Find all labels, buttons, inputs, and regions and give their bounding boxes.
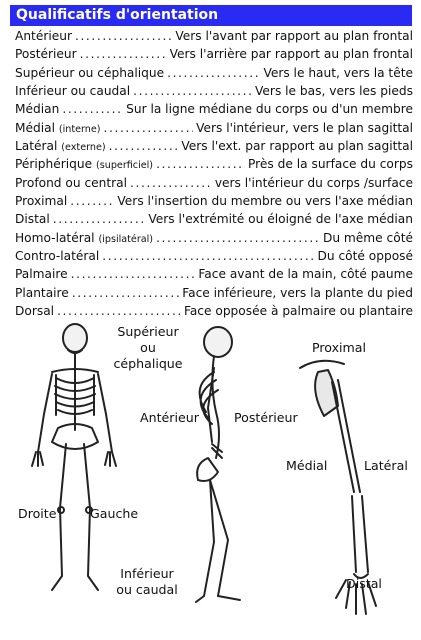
term-definition: Vers l'insertion du membre ou vers l'axe médian <box>117 194 413 209</box>
label-posterieur: Postérieur <box>234 410 298 425</box>
term-label: Dorsal <box>15 304 55 319</box>
list-item <box>15 139 413 157</box>
list-item <box>15 29 413 47</box>
list-item <box>15 231 413 249</box>
term-definition: Sur la ligne médiane du corps ou d'un membre <box>126 102 413 117</box>
list-item <box>15 249 413 267</box>
list-item <box>15 194 413 212</box>
term-definition: Face inférieure, vers la plante du pied <box>182 285 413 300</box>
front-skeleton <box>32 324 116 590</box>
label-droite: Droite <box>18 506 57 521</box>
list-item <box>15 157 413 175</box>
label-lateral: Latéral <box>364 458 408 473</box>
term-label: Palmaire <box>15 267 68 282</box>
term-label: Distal <box>15 212 50 227</box>
label-distal: Distal <box>346 576 382 591</box>
side-skeleton <box>196 327 240 602</box>
label-superieur: Supérieur ou céphalique <box>113 324 183 371</box>
list-item <box>15 176 413 194</box>
term-label: Antérieur <box>15 29 72 43</box>
list-item <box>15 102 413 120</box>
term-label: Médian <box>15 102 60 117</box>
term-label: Proximal <box>15 194 68 209</box>
term-note: (externe) <box>61 142 106 154</box>
label-gauche: Gauche <box>90 506 139 521</box>
term-definition: Du même côté <box>322 230 413 245</box>
term-note: (ipsilatéral) <box>98 233 154 245</box>
term-definition: Face avant de la main, côté paume <box>198 267 413 282</box>
list-item <box>15 267 413 285</box>
term-definition: Vers le bas, vers les pieds <box>255 84 413 99</box>
term-definition: Du côté opposé <box>317 249 413 264</box>
term-definition: Vers l'arrière par rapport au plan frontal <box>169 47 413 62</box>
skeleton-figure <box>0 320 421 640</box>
label-proximal: Proximal <box>312 340 367 355</box>
term-label: Postérieur <box>15 47 77 62</box>
term-definition: Vers le haut, vers la tête <box>263 65 413 80</box>
label-anterieur: Antérieur <box>140 410 199 425</box>
skeleton-illustration <box>0 320 421 640</box>
term-label: Médial <box>15 120 55 135</box>
list-item <box>15 121 413 139</box>
list-item <box>15 286 413 304</box>
term-label: Contro-latéral <box>15 249 100 264</box>
term-definition: Face opposée à palmaire ou plantaire <box>183 304 413 319</box>
term-definition: Vers l'extrémité ou éloigné de l'axe médian <box>148 212 413 227</box>
term-note: (interne) <box>58 123 101 135</box>
list-item <box>15 47 413 65</box>
term-label: Supérieur ou céphalique <box>15 65 165 80</box>
list-item <box>15 212 413 230</box>
term-definition: Vers l'ext. par rapport au plan sagittal <box>181 139 413 154</box>
term-note: (superficiel) <box>96 160 154 172</box>
term-definition: Près de la surface du corps <box>248 157 413 172</box>
term-definition: Vers l'avant par rapport au plan frontal <box>175 29 413 43</box>
term-label: Plantaire <box>15 285 69 300</box>
page-title: Qualificatifs d'orientation <box>10 5 412 26</box>
label-medial: Médial <box>286 458 328 473</box>
term-definition: Vers l'intérieur, vers le plan sagittal <box>196 120 413 135</box>
term-label: Inférieur ou caudal <box>15 84 131 99</box>
terms-list <box>15 29 413 323</box>
term-label: Homo-latéral <box>15 230 95 245</box>
term-label: Profond ou central <box>15 175 128 190</box>
list-item <box>15 84 413 102</box>
list-item <box>15 66 413 84</box>
term-label: Latéral <box>15 139 58 154</box>
term-definition: vers l'intérieur du corps /surface <box>214 175 413 190</box>
term-label: Périphérique <box>15 157 93 172</box>
label-inferieur: Inférieur ou caudal <box>116 566 178 597</box>
